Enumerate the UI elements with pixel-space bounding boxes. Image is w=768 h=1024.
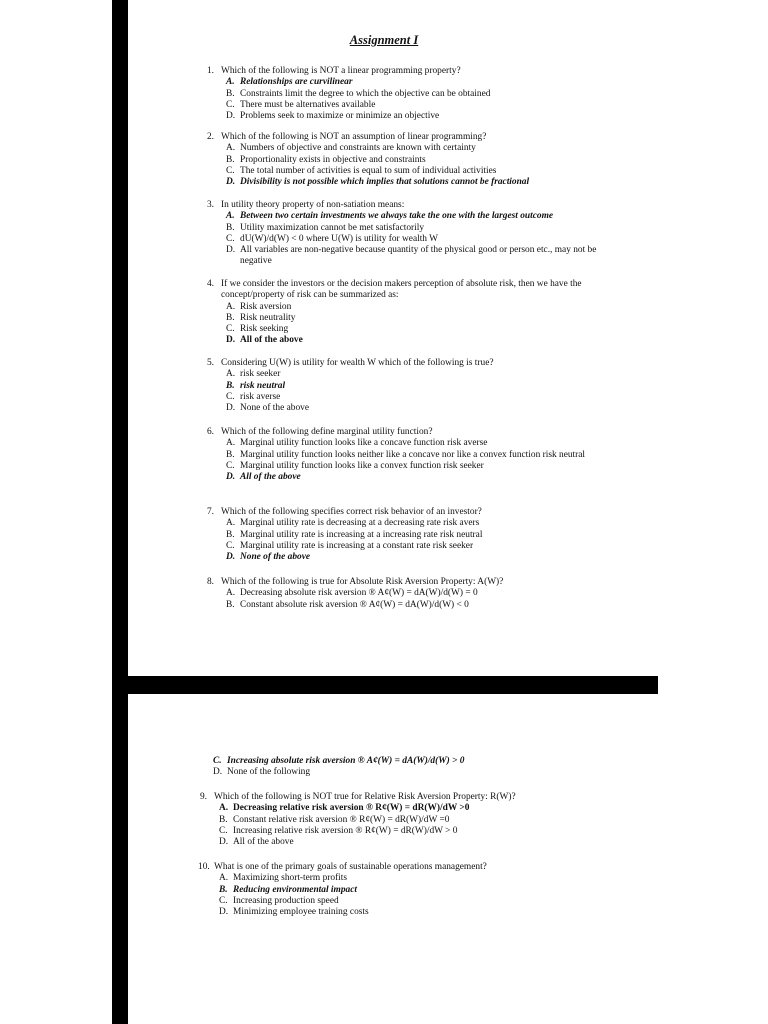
option-text: All of the above [240,335,303,346]
question-9 [198,792,598,848]
option [226,100,605,111]
option [226,472,605,483]
question-1 [205,66,605,122]
question-text: Considering U(W) is utility for wealth W which of the following is true? [221,358,494,368]
option-letter: D. [226,472,236,483]
option [226,211,605,222]
question-5 [205,358,605,414]
option [213,767,613,778]
option [226,403,605,414]
option-letter: B. [226,599,235,610]
option [226,89,605,100]
option-text: Constant relative risk aversion ® R¢(W) = dR(W)/dW =0 [233,814,450,825]
question-number: 3. [206,200,214,210]
question-stem [198,792,598,803]
option [226,369,605,380]
question-text: In utility theory property of non-satiation means: [221,200,405,210]
option [226,155,605,166]
option [226,313,605,324]
option [219,885,598,896]
question-stem [205,132,605,143]
option-letter: D. [219,907,229,918]
question-3 [205,200,605,268]
option-letter: C. [219,895,228,906]
question-text: Which of the following define marginal utility function? [221,427,433,437]
option-text: Utility maximization cannot be met satisfactorily [240,222,425,233]
option-text: All variables are non-negative because quantity of the physical good or person etc., may not be negative [240,245,597,267]
option-letter: A. [226,143,236,154]
option-text: Marginal utility rate is increasing at a constant rate risk seeker [240,540,474,551]
question-stem [205,279,605,302]
option-letter: A. [226,438,236,449]
option-letter: B. [226,312,235,323]
question-number: 9. [199,792,207,802]
question-stem [205,66,605,77]
option-text: Reducing environmental impact [233,884,357,895]
option [226,245,605,268]
option-text: None of the following [227,767,311,778]
option [226,530,605,541]
question-stem [205,200,605,211]
option-letter: C. [226,324,235,335]
option-letter: A. [226,77,235,88]
option-letter: A. [226,211,235,222]
option-text: Problems seek to maximize or minimize an objective [240,111,440,122]
option [226,552,605,563]
option [226,234,605,245]
option-text: Decreasing absolute risk aversion ® A¢(W) = dA(W)/d(W) = 0 [240,588,478,599]
option-letter: D. [219,837,229,848]
option-letter: D. [226,335,236,346]
page-break-bar [112,676,658,694]
question-number: 8. [206,577,214,587]
option-text: Increasing production speed [233,895,339,906]
question-number: 5. [206,358,214,368]
option [226,588,605,599]
option-letter: C. [226,233,235,244]
left-margin-bar [112,0,128,1024]
option [226,177,605,188]
option-text: Marginal utility function looks like a convex function risk seeker [240,460,484,471]
option-letter: D. [213,767,223,778]
option-text: Relationships are curvilinear [240,77,353,88]
option [213,756,613,767]
option-text: All of the above [233,837,294,848]
option-letter: C. [219,825,228,836]
option [226,111,605,122]
question-number: 4. [206,279,214,289]
option-text: Marginal utility rate is decreasing at a decreasing rate risk avers [240,518,480,529]
question-text: What is one of the primary goals of sustainable operations management? [214,862,487,872]
question-8-continued [213,756,613,779]
option [226,77,605,88]
option-letter: A. [226,518,236,529]
option-letter: D. [226,111,236,122]
option [226,461,605,472]
option-letter: B. [226,88,235,99]
option-letter: C. [226,460,235,471]
option-text: Between two certain investments we always take the one with the largest outcome [240,211,554,222]
option [226,438,605,449]
option [219,815,598,826]
option-text: None of the above [240,403,309,414]
option [219,873,598,884]
option [226,518,605,529]
question-text: Which of the following is NOT an assumption of linear programming? [221,132,487,142]
option-letter: C. [226,391,235,402]
option-text: Decreasing relative risk aversion ® R¢(W) = dR(W)/dW >0 [233,803,470,814]
option-letter: C. [226,165,235,176]
option-letter: D. [226,245,236,256]
option-letter: A. [226,301,236,312]
option-letter: B. [219,884,228,895]
option-text: None of the above [240,552,311,563]
option-text: Risk seeking [240,324,289,335]
option [226,600,605,611]
option [226,335,605,346]
option-letter: A. [219,803,229,814]
option [226,223,605,234]
question-2 [205,132,605,188]
option-letter: B. [226,154,235,165]
option-text: Risk neutrality [240,312,296,323]
option-text: risk averse [240,391,281,402]
option-text: risk seeker [240,369,281,380]
option-letter: A. [226,588,236,599]
option-text: Marginal utility function looks neither like a concave nor like a convex function risk neutral [240,449,586,460]
option-text: There must be alternatives available [240,99,376,110]
option-text: The total number of activities is equal to sum of individual activities [240,165,497,176]
option-letter: A. [219,873,229,884]
option-letter: D. [226,177,236,188]
option [226,450,605,461]
option-letter: B. [226,529,235,540]
option-text: Maximizing short-term profits [233,873,348,884]
option-text: Constant absolute risk aversion ® A¢(W) = dA(W)/d(W) < 0 [240,599,469,610]
question-number: 2. [206,132,214,142]
option [219,826,598,837]
option-letter: B. [226,449,235,460]
option [226,381,605,392]
option-letter: B. [226,222,235,233]
question-text: If we consider the investors or the decision makers perception of absolute risk, then we have the concept/property of risk can be summarized as: [221,279,582,301]
question-6 [205,427,605,483]
question-4 [205,279,605,347]
question-stem [198,862,598,873]
option-text: Divisibility is not possible which implies that solutions cannot be fractional [240,177,530,188]
option-letter: C. [226,99,235,110]
question-7 [205,507,605,563]
question-10 [198,862,598,918]
question-stem [205,358,605,369]
option-letter: C. [226,540,235,551]
option-letter: C. [213,756,222,766]
option [226,143,605,154]
option-letter: B. [226,380,235,391]
option-text: Minimizing employee training costs [233,907,369,918]
question-text: Which of the following is NOT true for Relative Risk Aversion Property: R(W)? [214,792,516,802]
option [226,392,605,403]
option-text: risk neutral [240,380,286,391]
option [226,541,605,552]
question-text: Which of the following specifies correct risk behavior of an investor? [221,507,482,517]
question-stem [205,507,605,518]
option-letter: B. [219,814,228,825]
option-text: Proportionality exists in objective and constraints [240,154,426,165]
page-title: Assignment I [349,33,419,47]
option [219,907,598,918]
option-text: Increasing relative risk aversion ® R¢(W) = dR(W)/dW > 0 [233,825,458,836]
option-text: Risk aversion [240,301,292,312]
option-text: Numbers of objective and constraints are known with certainty [240,143,476,154]
option-text: Increasing absolute risk aversion ® A¢(W) = dA(W)/d(W) > 0 [227,756,465,766]
option [226,302,605,313]
option-text: dU(W)/d(W) < 0 where U(W) is utility for wealth W [240,233,439,244]
option-text: Constraints limit the degree to which the objective can be obtained [240,88,491,99]
option-text: Marginal utility rate is increasing at a increasing rate risk neutral [240,529,483,540]
question-8 [205,577,605,611]
option [226,166,605,177]
option [219,896,598,907]
question-stem [205,427,605,438]
option-text: All of the above [240,472,301,483]
option-text: Marginal utility function looks like a concave function risk averse [240,438,488,449]
question-text: Which of the following is true for Absolute Risk Aversion Property: A(W)? [221,577,504,587]
question-number: 10. [198,862,210,872]
option-letter: D. [226,552,236,563]
option [219,803,598,814]
question-number: 7. [206,507,214,517]
question-number: 6. [206,427,214,437]
question-text: Which of the following is NOT a linear programming property? [221,66,461,76]
option-letter: A. [226,369,236,380]
option [226,324,605,335]
option-letter: D. [226,403,236,414]
question-number: 1. [206,66,214,76]
question-stem [205,577,605,588]
option [219,837,598,848]
